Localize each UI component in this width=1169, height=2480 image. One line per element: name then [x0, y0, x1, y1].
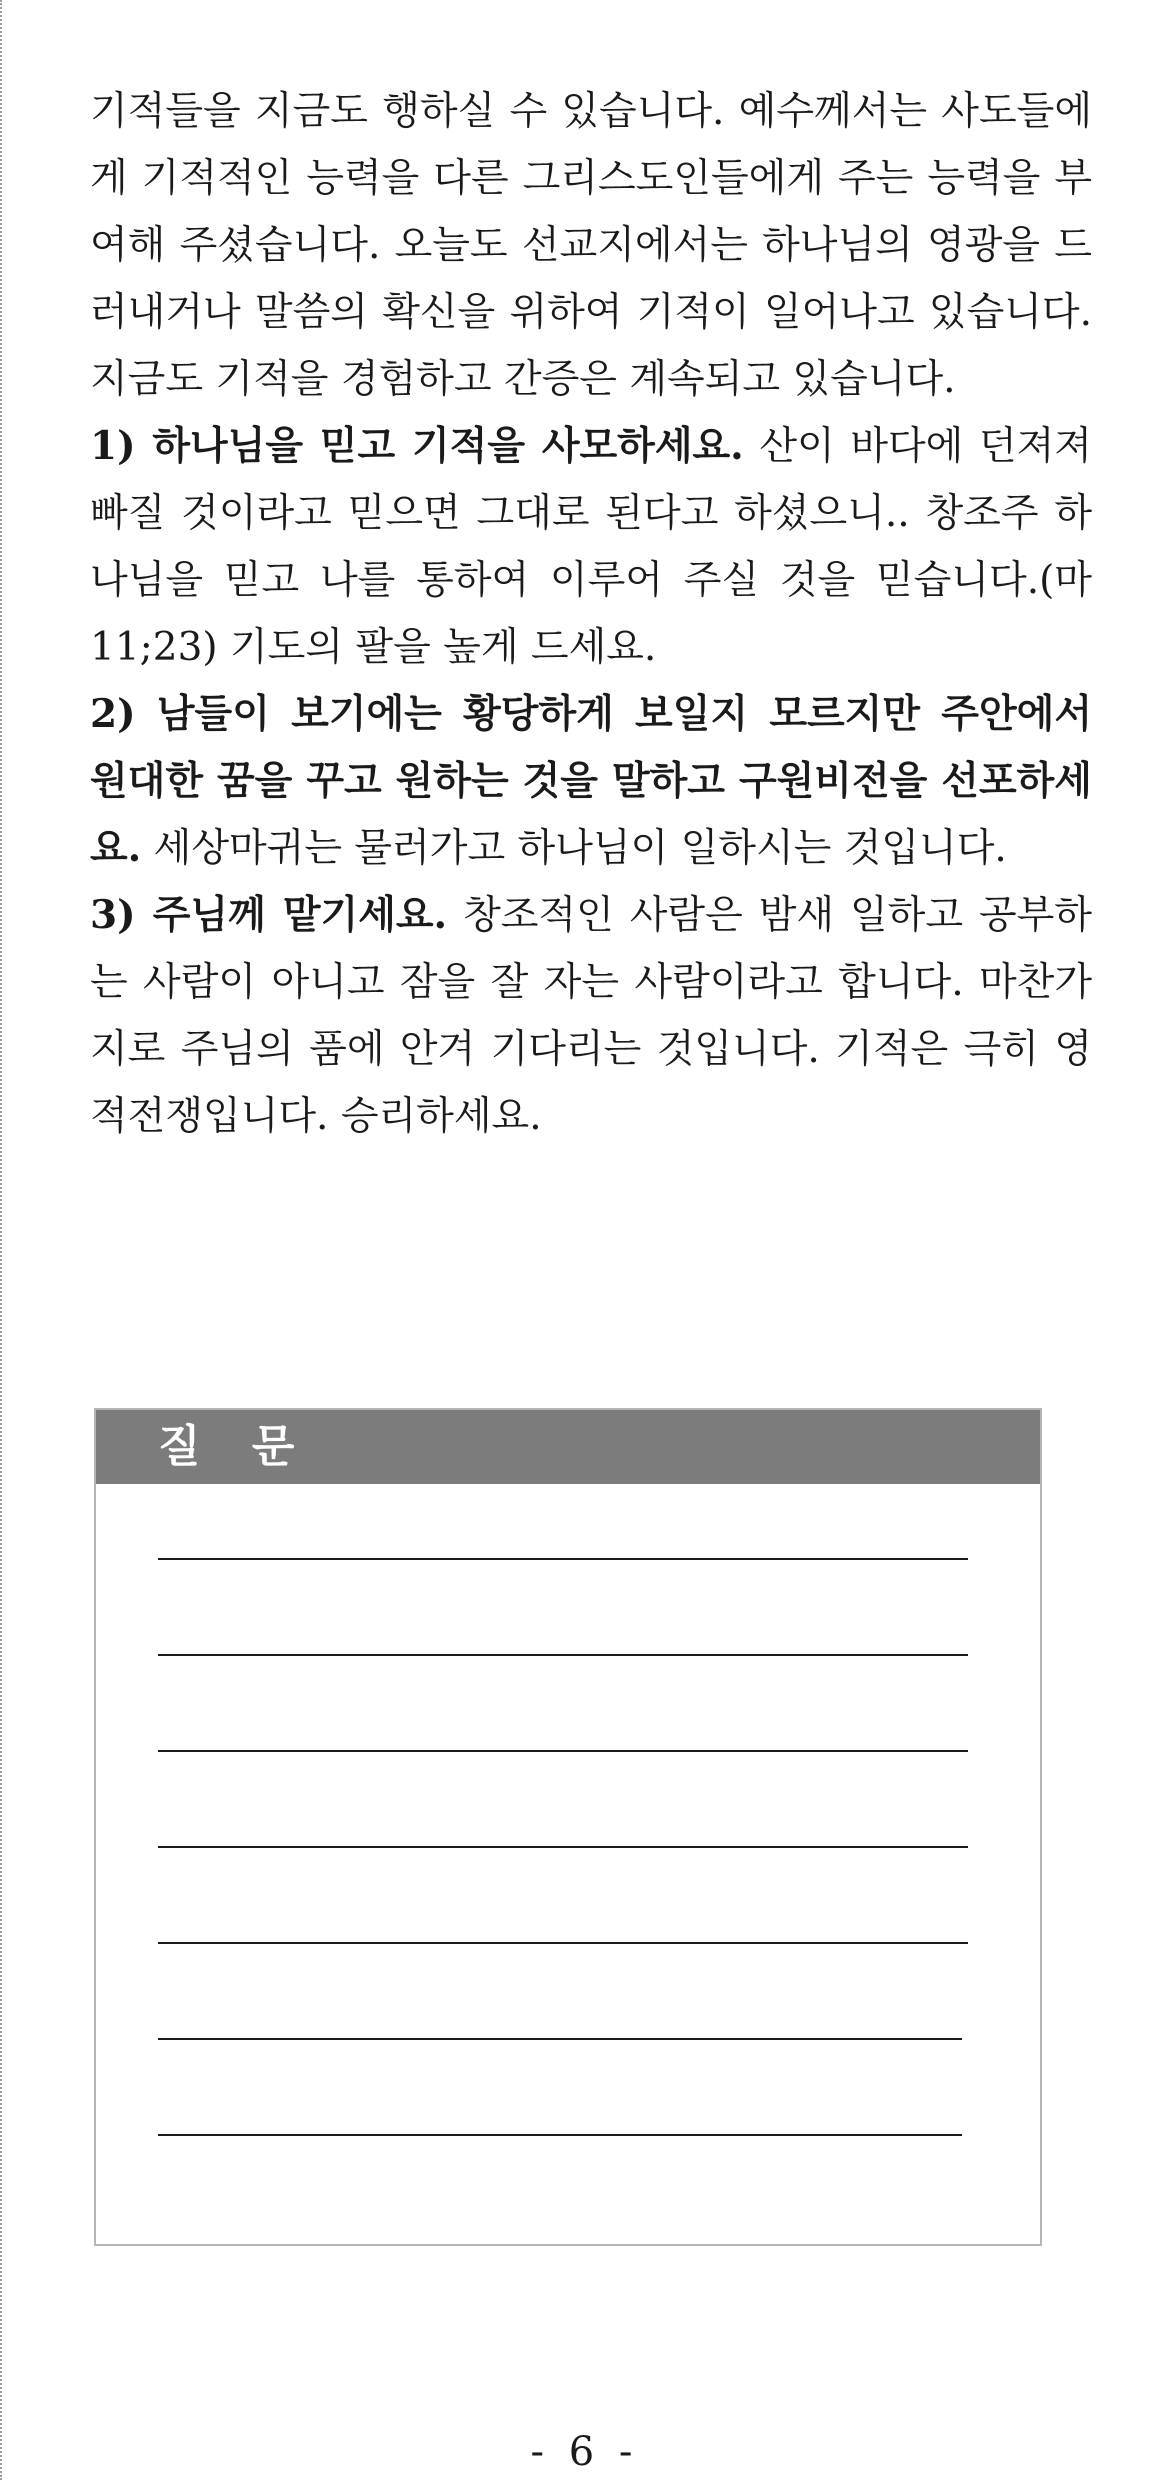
- page-number: - 6 -: [530, 2429, 639, 2475]
- paragraph-point-2: [90, 681, 1092, 882]
- left-dotted-border: [0, 0, 2, 2480]
- answer-line-7[interactable]: [158, 2134, 962, 2136]
- answer-line-3[interactable]: [158, 1750, 968, 1752]
- paragraph-point-3: [90, 882, 1092, 1150]
- question-title: 질 문: [158, 1421, 313, 1472]
- question-header: [96, 1410, 1040, 1484]
- paragraph-point-1-lead: 1) 하나님을 믿고 기적을 사모하세요.: [90, 423, 744, 469]
- paragraph-point-2-body: 세상마귀는 물러가고 하나님이 일하시는 것입니다.: [141, 826, 1007, 871]
- main-text: [90, 78, 1092, 1150]
- answer-line-2[interactable]: [158, 1654, 968, 1656]
- paragraph-point-1: [90, 413, 1092, 681]
- paragraph-intro: [90, 78, 1092, 413]
- paragraph-intro-body: 기적들을 지금도 행하실 수 있습니다. 예수께서는 사도들에게 기적적인 능력을 다른 그리스도인들에게 주는 능력을 부여해 주셨습니다. 오늘도 선교지에서는 하나님의 영광을 드러내거나 말씀의 확신을 위하여 기적이 일어나고 있습니다. 지금도 기적을 경험하고 간증은 계속되고 있습니다.: [90, 89, 1092, 402]
- answer-line-5[interactable]: [158, 1942, 968, 1944]
- question-box: [94, 1408, 1042, 2246]
- answer-line-4[interactable]: [158, 1846, 968, 1848]
- answer-line-1[interactable]: [158, 1558, 968, 1560]
- paragraph-point-3-body: 창조적인 사람은 밤새 일하고 공부하는 사람이 아니고 잠을 잘 자는 사람이라고 합니다. 마찬가지로 주님의 품에 안겨 기다리는 것입니다. 기적은 극히 영적전쟁입니다. 승리하세요.: [90, 893, 1092, 1139]
- paragraph-point-1-body: 산이 바다에 던져져 빠질 것이라고 믿으면 그대로 된다고 하셨으니.. 창조주 하나님을 믿고 나를 통하여 이루어 주실 것을 믿습니다.(마11;23) 기도의 팔을 높게 드세요.: [90, 424, 1092, 670]
- paragraph-point-2-lead: 2) 남들이 보기에는 황당하게 보일지 모르지만 주안에서 원대한 꿈을 꾸고 원하는 것을 말하고 구원비전을 선포하세요.: [90, 691, 1092, 871]
- paragraph-point-3-lead: 3) 주님께 맡기세요.: [90, 892, 448, 938]
- answer-line-6[interactable]: [158, 2038, 962, 2040]
